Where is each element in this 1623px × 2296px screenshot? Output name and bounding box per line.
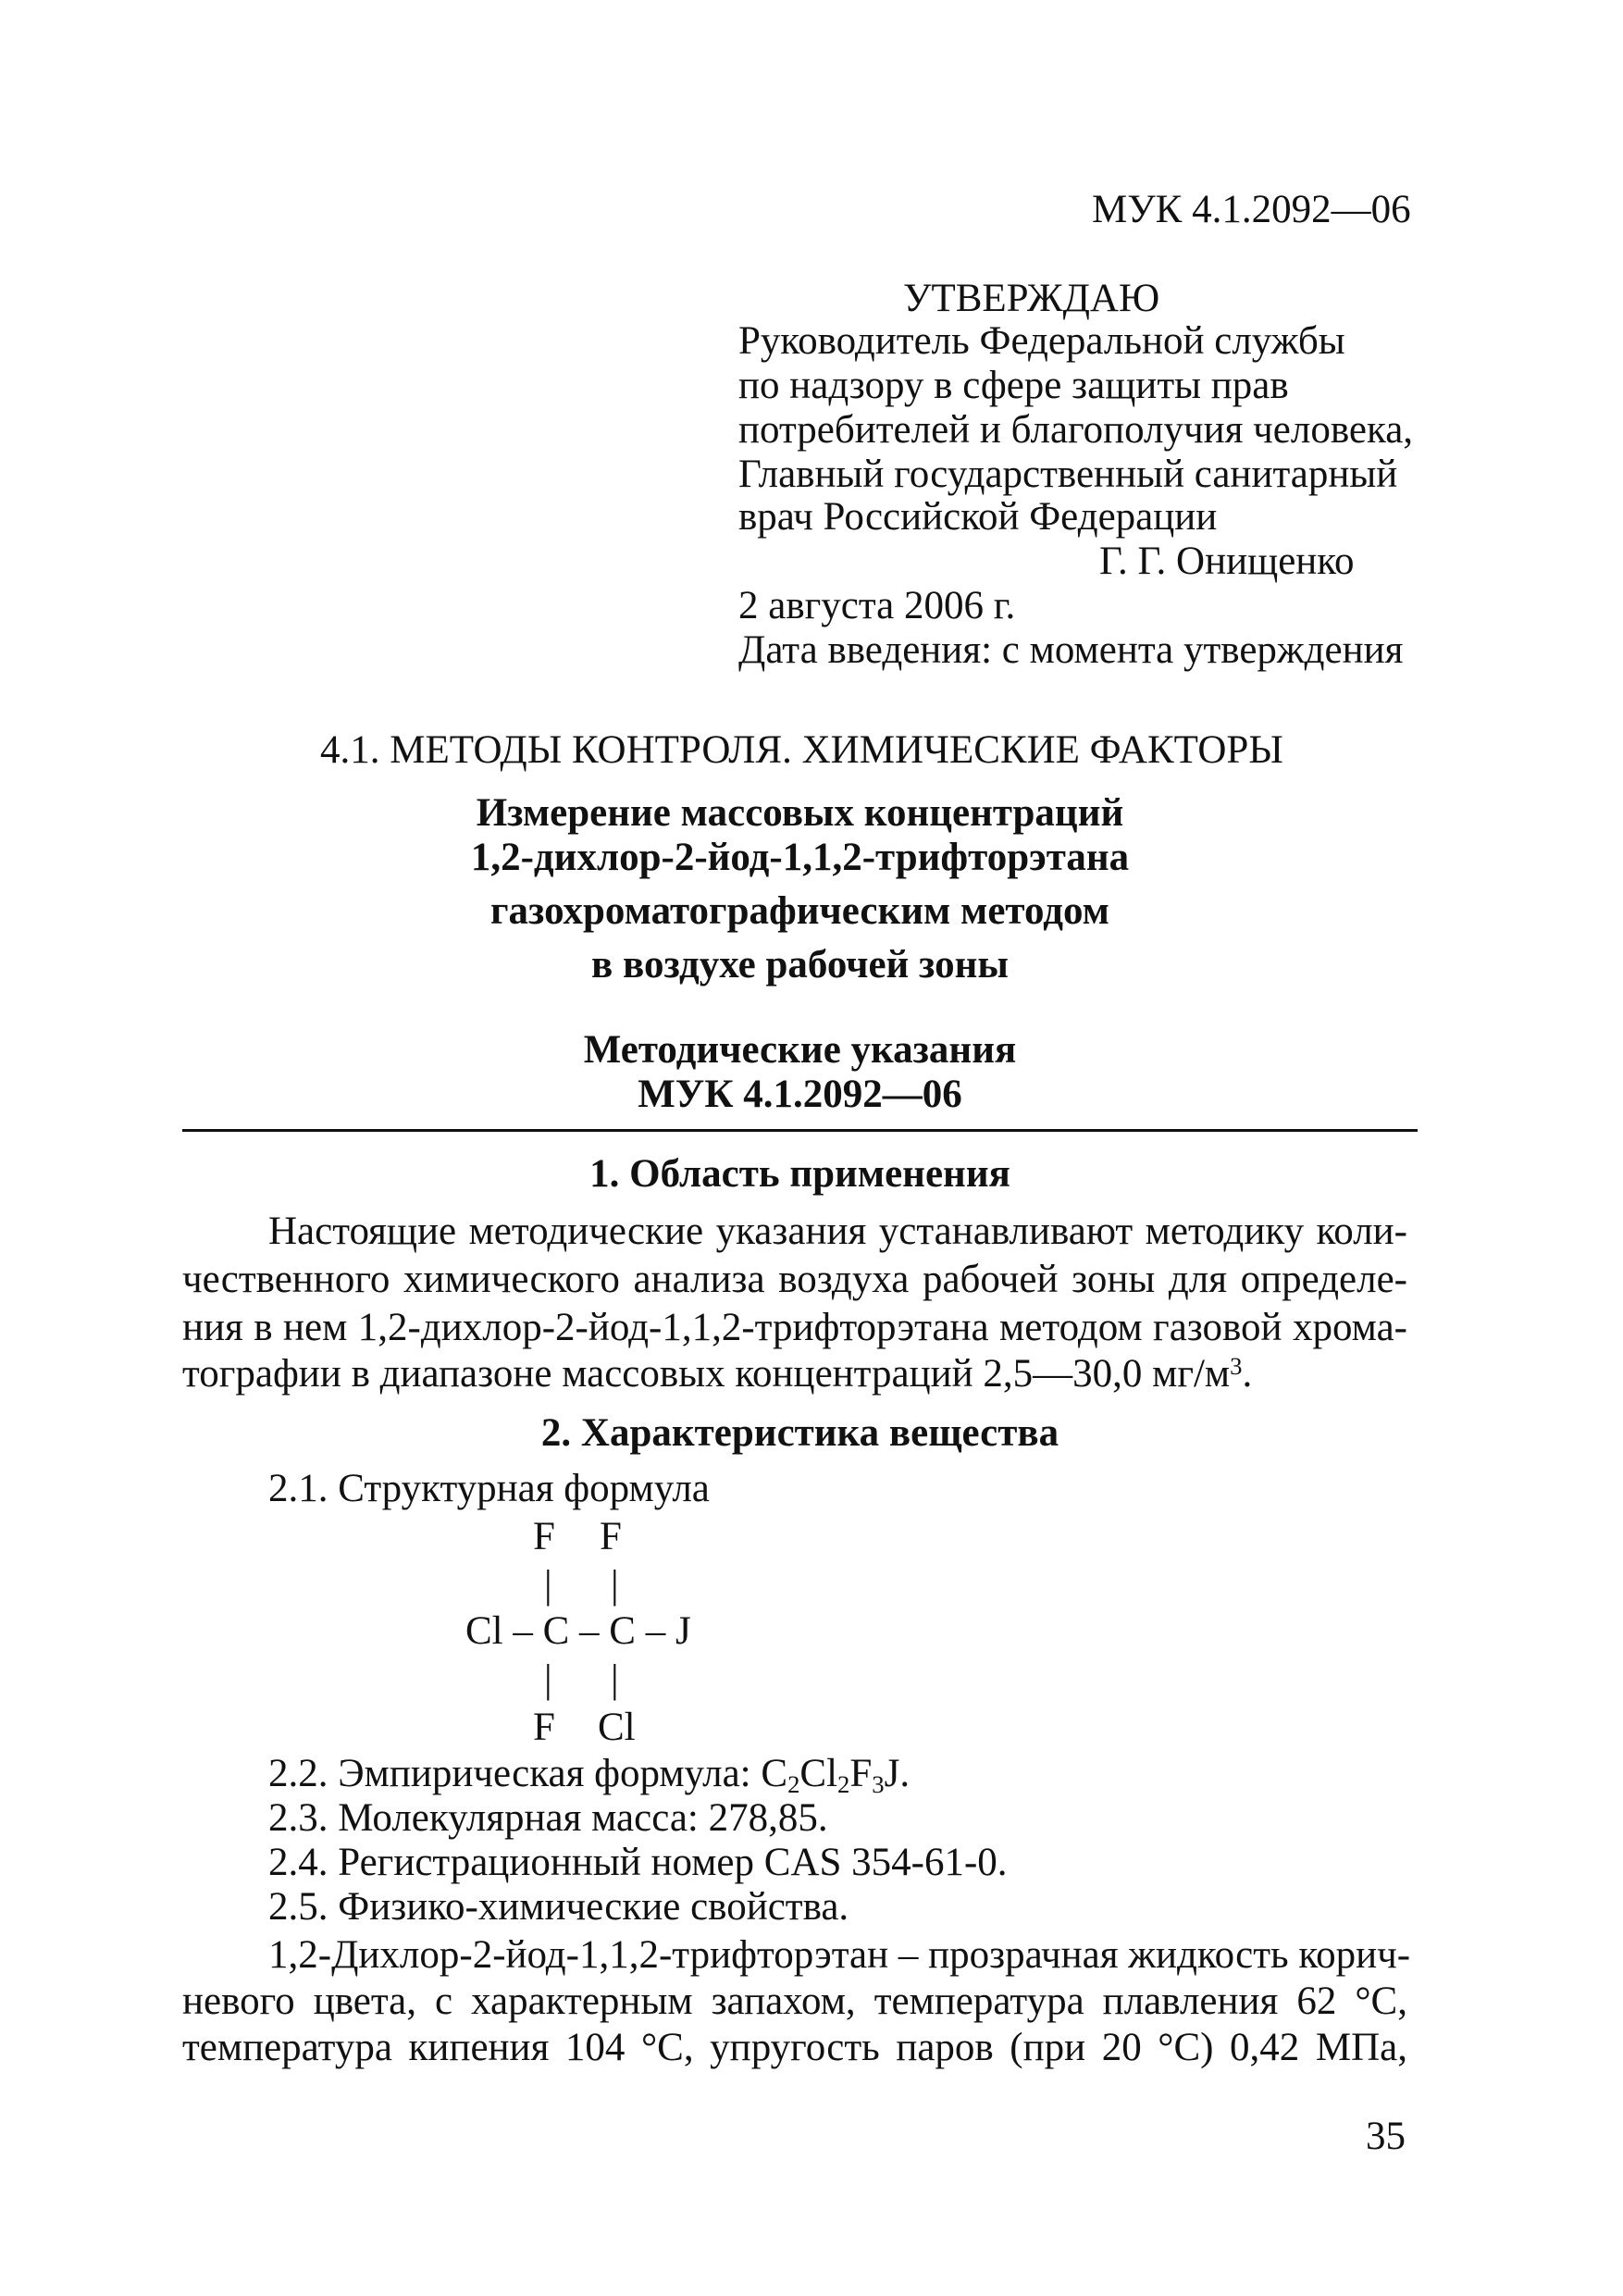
signatory-name: Г. Г. Онищенко: [1099, 540, 1355, 583]
title-line: в воздухе рабочей зоны: [591, 943, 1009, 987]
section1-heading: 1. Область применения: [589, 1152, 1010, 1196]
approval-date: 2 августа 2006 г.: [738, 584, 1016, 627]
formula-atom: F: [533, 1706, 555, 1749]
item-2-4: 2.4. Регистрационный номер CAS 354-61-0.: [268, 1841, 1008, 1884]
effective-date: Дата введения: с момента утверждения: [738, 628, 1404, 672]
formula-bond: |: [544, 1563, 552, 1607]
item-2-1: 2.1. Структурная формула: [268, 1467, 710, 1510]
title-line: Измерение массовых концентраций: [476, 791, 1124, 835]
properties-line: невого цвета, с характерным запахом, температура плавления 62 °С,: [182, 1980, 1407, 2023]
formula-bond: |: [544, 1657, 552, 1701]
document-subtitle: Методические указания: [583, 1028, 1017, 1072]
formula-f: F: [849, 1752, 873, 1795]
item-2-3: 2.3. Молекулярная масса: 278,85.: [268, 1796, 828, 1840]
horizontal-rule: [182, 1129, 1418, 1132]
approval-line: по надзору в сфере защиты прав: [738, 364, 1289, 407]
formula-atom: F: [600, 1515, 622, 1558]
section1-line: ния в нем 1,2-дихлор-2-йод-1,1,2-трифторэтана методом газовой хрома-: [182, 1306, 1407, 1349]
formula-atom: Cl: [598, 1706, 636, 1749]
formula-subscript: 2: [837, 1770, 850, 1799]
properties-line: 1,2-Дихлор-2-йод-1,1,2-трифторэтан – прозрачная жидкость корич-: [268, 1933, 1411, 1977]
section1-last-text: тографии в диапазоне массовых концентраций 2,5—30,0 мг/м: [182, 1352, 1231, 1396]
formula-rest: J.: [884, 1752, 911, 1795]
formula-cl: Cl: [799, 1752, 838, 1795]
title-line: 1,2-дихлор-2-йод-1,1,2-трифторэтана: [470, 836, 1130, 879]
approval-line: Руководитель Федеральной службы: [738, 319, 1345, 363]
unit-superscript: 3: [1230, 1351, 1243, 1380]
formula-bond: |: [611, 1563, 619, 1607]
approval-line: потребителей и благополучия человека,: [738, 408, 1414, 452]
document-code: МУК 4.1.2092—06: [1092, 188, 1411, 231]
document-subtitle-code: МУК 4.1.2092—06: [638, 1073, 962, 1116]
formula-subscript: 2: [787, 1770, 800, 1799]
properties-line: температура кипения 104 °С, упругость паров (при 20 °С) 0,42 МПа,: [182, 2026, 1407, 2069]
formula-bond: |: [611, 1657, 619, 1701]
section2-heading: 2. Характеристика вещества: [540, 1411, 1059, 1455]
formula-atom: F: [533, 1515, 555, 1558]
section-heading: 4.1. МЕТОДЫ КОНТРОЛЯ. ХИМИЧЕСКИЕ ФАКТОРЫ: [320, 728, 1283, 772]
formula-middle: Cl – C – C – J: [465, 1609, 691, 1653]
approval-line: Главный государственный санитарный: [738, 453, 1398, 496]
title-line: газохроматографическим методом: [490, 889, 1109, 933]
page-number: 35: [1366, 2115, 1406, 2158]
section1-line: Настоящие методические указания устанавливают методику коли-: [268, 1210, 1407, 1253]
formula-c: C: [761, 1752, 788, 1795]
approval-line: врач Российской Федерации: [738, 495, 1218, 539]
formula-subscript: 3: [872, 1770, 885, 1799]
section1-last-line: [182, 1352, 1252, 1396]
item-2-2: [268, 1752, 911, 1799]
section1-line: чественного химического анализа воздуха рабочей зоны для определе-: [182, 1258, 1407, 1301]
section1-last-end: .: [1242, 1352, 1253, 1396]
item-2-5: 2.5. Физико-химические свойства.: [268, 1885, 849, 1929]
approval-title: УТВЕРЖДАЮ: [903, 277, 1160, 320]
item-2-2-label: 2.2. Эмпирическая формула:: [268, 1752, 762, 1795]
